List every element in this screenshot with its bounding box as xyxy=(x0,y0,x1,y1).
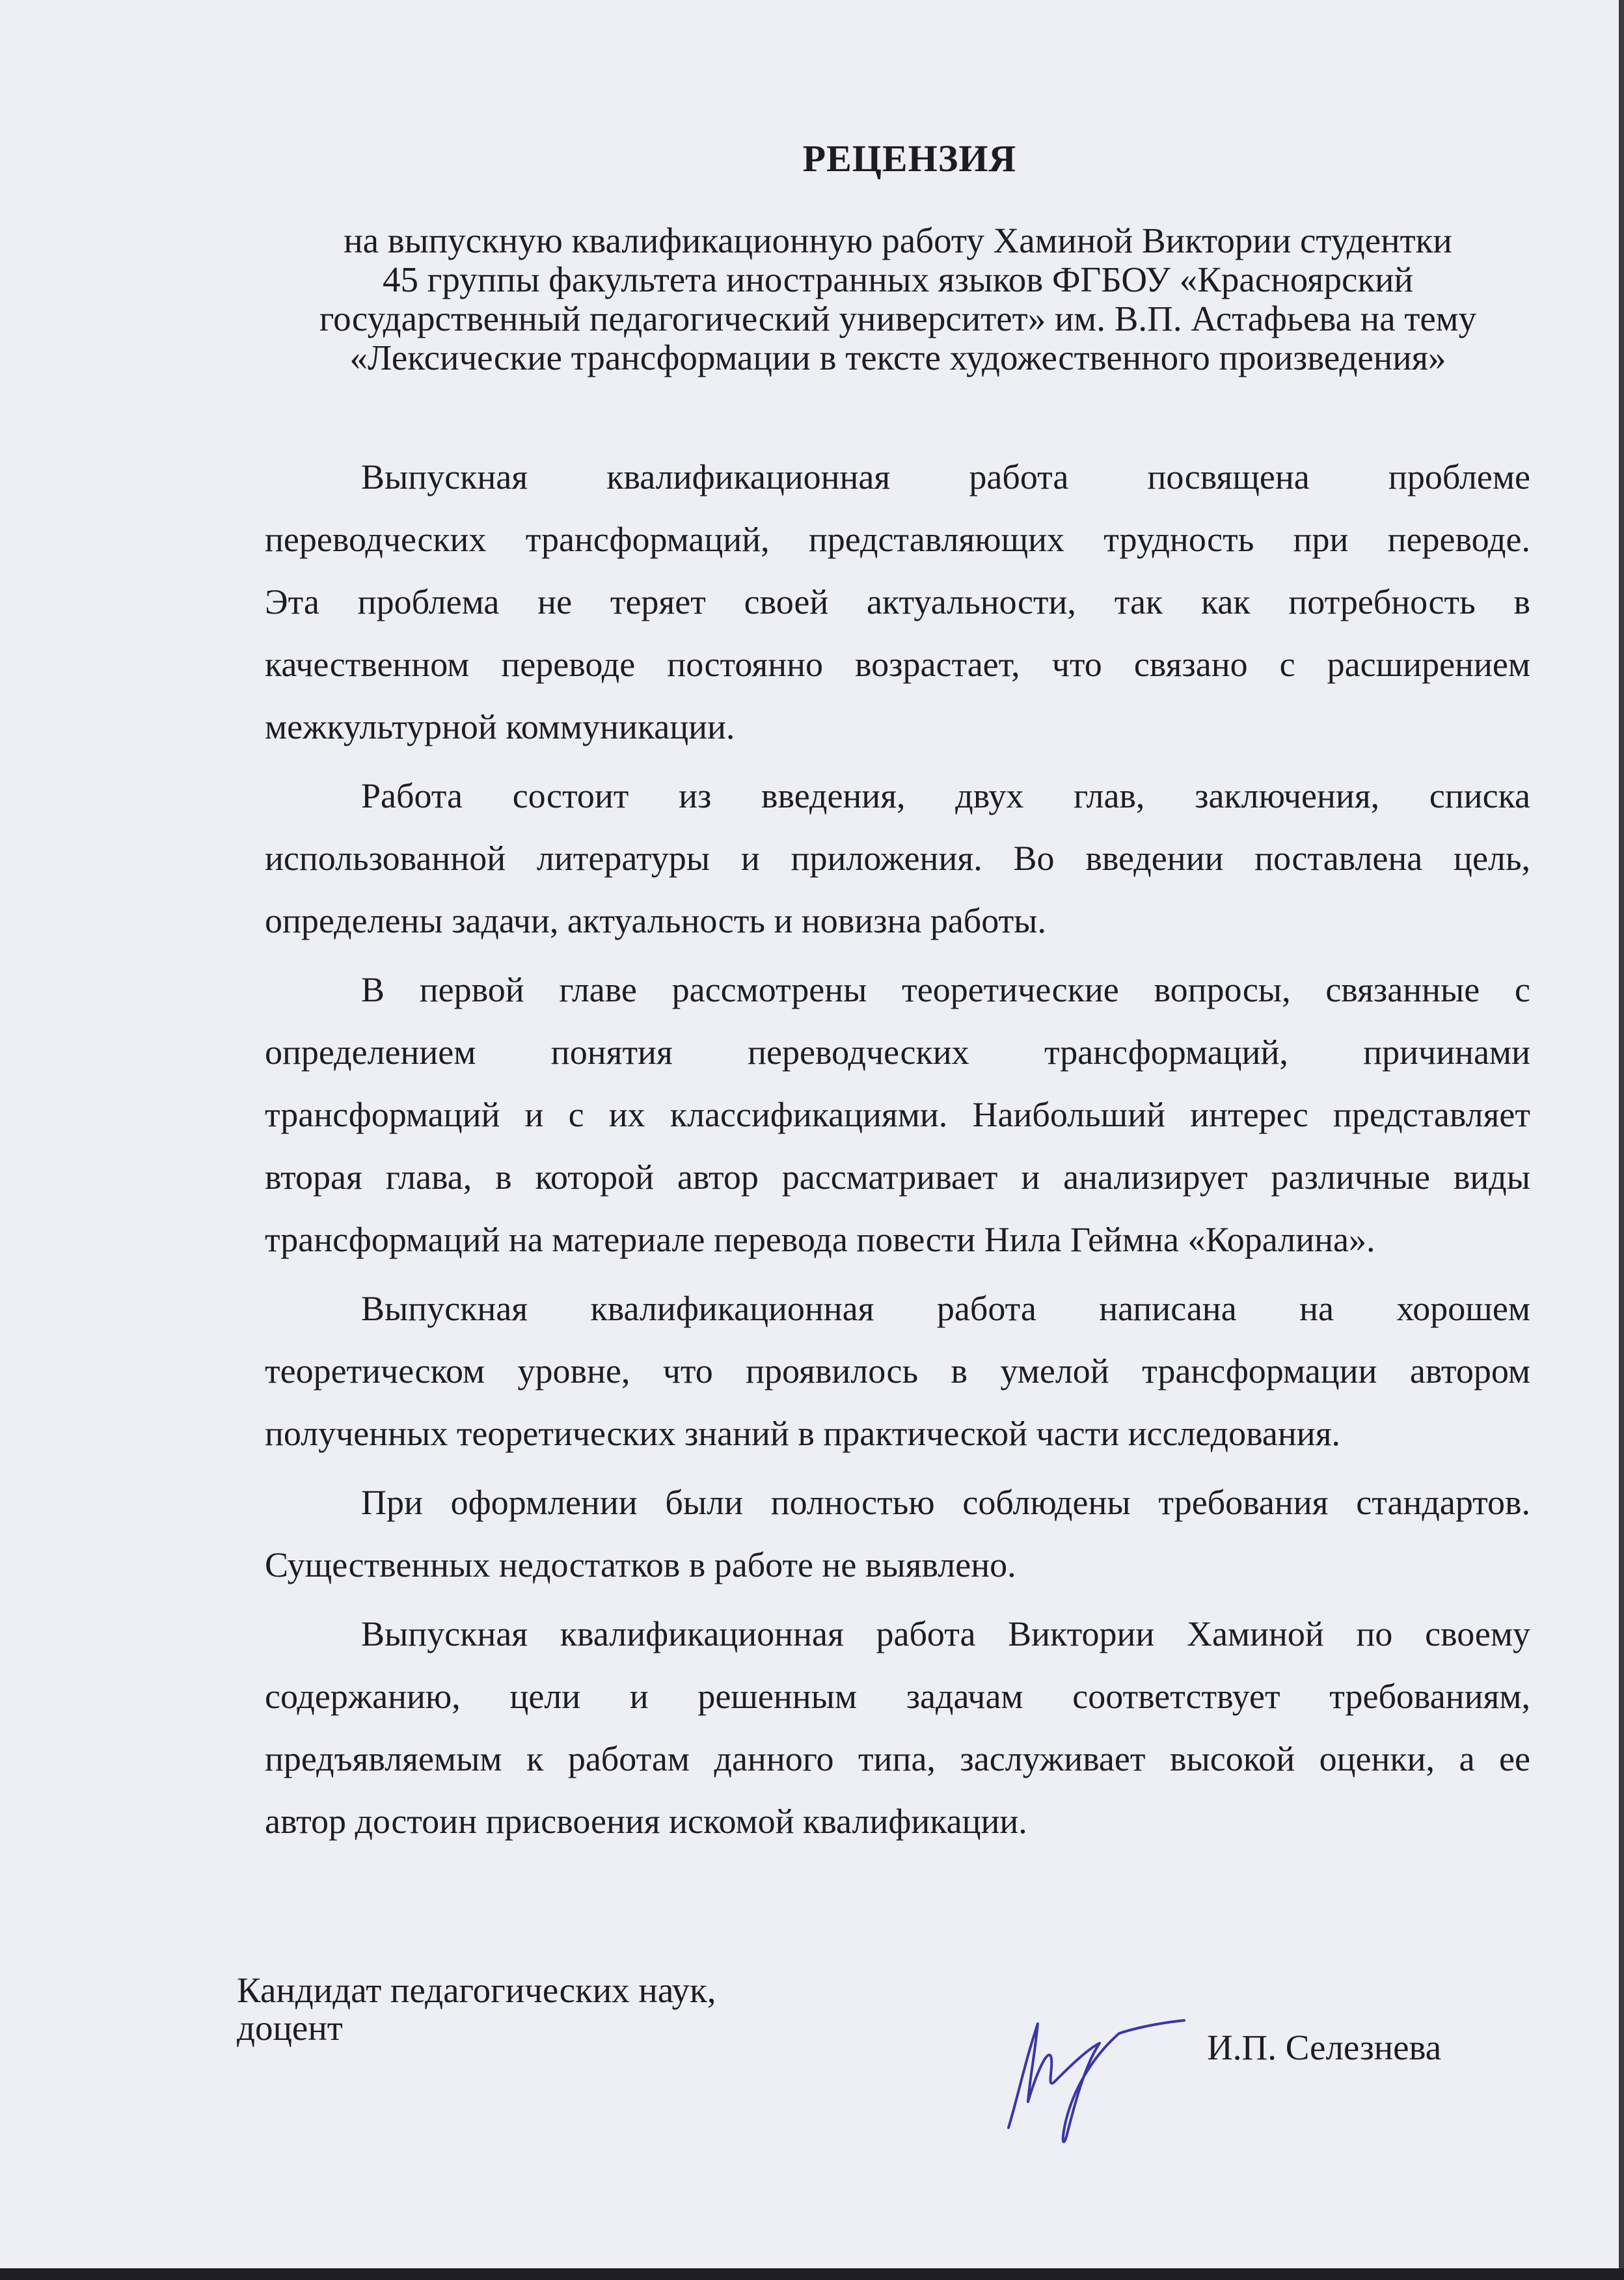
reviewer-degree: Кандидат педагогических наук, xyxy=(237,1970,716,2010)
paragraph-line: Выпускная квалификационная работа Виктории Хаминой по своему xyxy=(361,1614,1530,1653)
paragraph xyxy=(265,1603,1530,1853)
scan-edge-right xyxy=(1619,0,1624,2280)
paragraph-line: полученных теоретических знаний в практической части исследования. xyxy=(265,1414,1341,1453)
document-subtitle xyxy=(247,221,1549,377)
reviewer-title: доцент xyxy=(237,2008,343,2048)
paragraph-line: Эта проблема не теряет своей актуальности, так как потребность в xyxy=(265,582,1530,621)
paragraph-line: Выпускная квалификационная работа написана на хорошем xyxy=(361,1289,1530,1328)
reviewer-position xyxy=(237,1972,716,2047)
paragraph-line: вторая глава, в которой автор рассматривает и анализирует различные виды xyxy=(265,1158,1530,1197)
review-body xyxy=(265,446,1530,1859)
paragraph-line: трансформаций на материале перевода повести Нила Геймна «Коралина». xyxy=(265,1220,1375,1259)
paragraph-line: определением понятия переводческих трансформаций, причинами xyxy=(265,1033,1530,1072)
subtitle-line: на выпускную квалификационную работу Хаминой Виктории студентки xyxy=(344,221,1452,260)
paragraph-line: автор достоин присвоения искомой квалификации. xyxy=(265,1802,1027,1841)
scan-edge-bottom xyxy=(0,2268,1624,2280)
paragraph xyxy=(265,765,1530,952)
document-title: РЕЦЕНЗИЯ xyxy=(802,137,1017,180)
paragraph xyxy=(265,1277,1530,1465)
paragraph-line: При оформлении были полностью соблюдены требования стандартов. xyxy=(361,1483,1530,1522)
paragraph xyxy=(265,958,1530,1271)
paragraph-line: трансформаций и с их классификациями. Наибольший интерес представляет xyxy=(265,1095,1530,1134)
reviewer-name: И.П. Селезнева xyxy=(1207,2028,1442,2067)
paragraph-line: предъявляемым к работам данного типа, заслуживает высокой оценки, а ее xyxy=(265,1739,1530,1778)
paragraph-line: Существенных недостатков в работе не выявлено. xyxy=(265,1545,1016,1584)
paragraph-line: переводческих трансформаций, представляющих трудность при переводе. xyxy=(265,520,1530,559)
subtitle-line: «Лексические трансформации в тексте художественного произведения» xyxy=(349,338,1446,377)
paragraph-line: теоретическом уровне, что проявилось в умелой трансформации автором xyxy=(265,1351,1530,1391)
paragraph-line: В первой главе рассмотрены теоретические вопросы, связанные с xyxy=(361,970,1530,1009)
paragraph-line: содержанию, цели и решенным задачам соответствует требованиям, xyxy=(265,1677,1530,1716)
handwritten-signature xyxy=(989,2004,1197,2147)
subtitle-line: государственный педагогический университет» им. В.П. Астафьева на тему xyxy=(319,299,1477,338)
paragraph xyxy=(265,446,1530,758)
paragraph-line: определены задачи, актуальность и новизна работы. xyxy=(265,901,1046,940)
paragraph-line: Работа состоит из введения, двух глав, заключения, списка xyxy=(361,776,1530,815)
paragraph-line: качественном переводе постоянно возрастает, что связано с расширением xyxy=(265,645,1530,684)
paragraph xyxy=(265,1471,1530,1596)
subtitle-line: 45 группы факультета иностранных языков ФГБОУ «Красноярский xyxy=(383,260,1413,299)
paragraph-line: межкультурной коммуникации. xyxy=(265,707,735,746)
paragraph-line: использованной литературы и приложения. Во введении поставлена цель, xyxy=(265,839,1530,878)
paragraph-line: Выпускная квалификационная работа посвящена проблеме xyxy=(361,457,1530,496)
